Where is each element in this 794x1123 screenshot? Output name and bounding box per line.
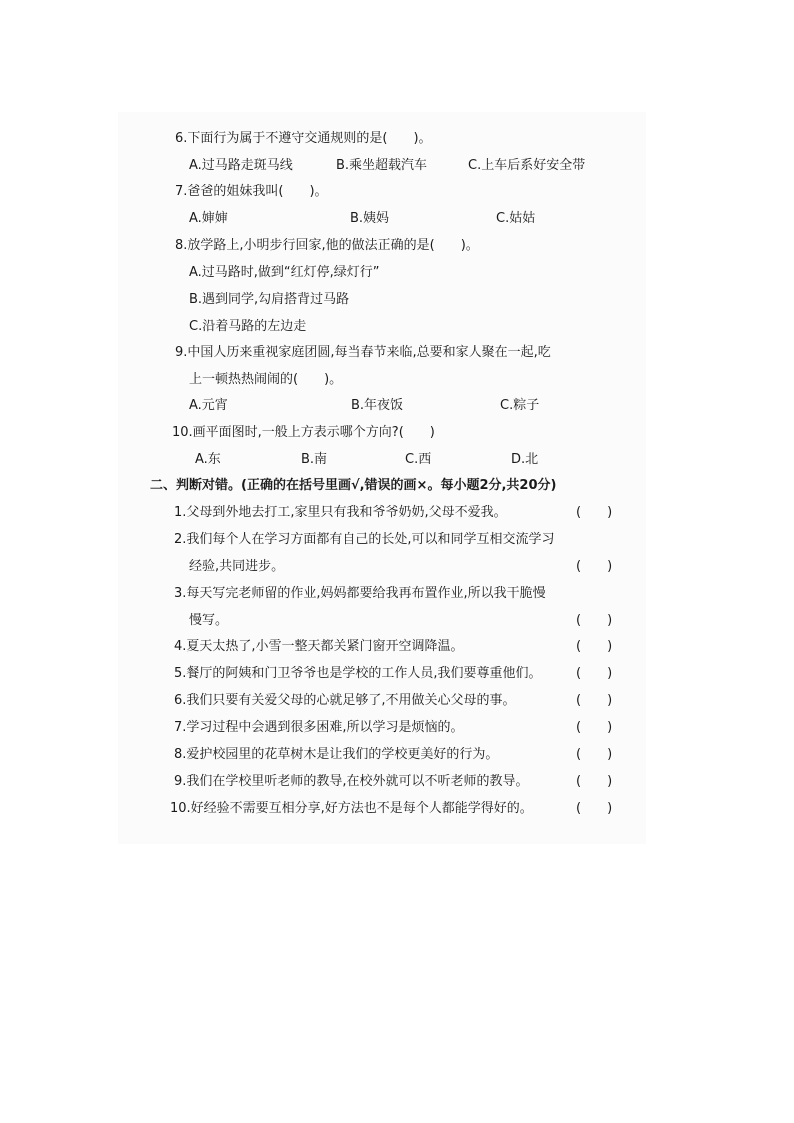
question-10-stem: 10.画平面图时,一般上方表示哪个方向?( ): [172, 425, 435, 440]
judge-item-6: 6.我们只要有关爱父母的心就足够了,不用做关心父母的事。: [174, 693, 516, 708]
judge-answer-blank-10[interactable]: ( ): [576, 801, 613, 816]
judge-answer-blank-2[interactable]: ( ): [576, 559, 613, 574]
question-6-option-a: A.过马路走斑马线: [189, 158, 293, 173]
judge-item-3-line2: 慢写。: [189, 613, 229, 628]
question-10-option-b: B.南: [301, 452, 328, 467]
judge-answer-blank-1[interactable]: ( ): [576, 505, 613, 520]
question-9-option-c: C.粽子: [500, 398, 540, 413]
question-9-option-a: A.元宵: [189, 398, 228, 413]
question-8-option-c: C.沿着马路的左边走: [189, 319, 307, 334]
question-9-option-b: B.年夜饭: [351, 398, 404, 413]
judge-answer-blank-4[interactable]: ( ): [576, 639, 613, 654]
judge-item-3-line1: 3.每天写完老师留的作业,妈妈都要给我再布置作业,所以我干脆慢: [174, 586, 546, 601]
question-9-stem-line1: 9.中国人历来重视家庭团圆,每当春节来临,总要和家人聚在一起,吃: [175, 345, 551, 360]
judge-item-2-line2: 经验,共同进步。: [189, 559, 285, 574]
judge-item-7: 7.学习过程中会遇到很多困难,所以学习是烦恼的。: [174, 720, 464, 735]
question-10-option-a: A.东: [195, 452, 221, 467]
question-8-stem: 8.放学路上,小明步行回家,他的做法正确的是( )。: [175, 238, 479, 253]
judge-item-9: 9.我们在学校里听老师的教导,在校外就可以不听老师的教导。: [174, 774, 529, 789]
judge-item-1: 1.父母到外地去打工,家里只有我和爷爷奶奶,父母不爱我。: [174, 505, 507, 520]
judge-item-5: 5.餐厅的阿姨和门卫爷爷也是学校的工作人员,我们要尊重他们。: [174, 666, 542, 681]
question-10-option-d: D.北: [511, 452, 539, 467]
question-6-stem: 6.下面行为属于不遵守交通规则的是( )。: [175, 131, 432, 146]
judge-answer-blank-5[interactable]: ( ): [576, 666, 613, 681]
judge-item-2-line1: 2.我们每个人在学习方面都有自己的长处,可以和同学互相交流学习: [174, 532, 555, 547]
judge-answer-blank-8[interactable]: ( ): [576, 747, 613, 762]
question-7-option-a: A.婶婶: [189, 211, 228, 226]
question-7-stem: 7.爸爸的姐妹我叫( )。: [175, 184, 328, 199]
question-9-stem-line2: 上一顿热热闹闹的( )。: [189, 372, 343, 387]
question-8-option-b: B.遇到同学,勾肩搭背过马路: [189, 292, 350, 307]
judge-answer-blank-7[interactable]: ( ): [576, 720, 613, 735]
judge-item-10: 10.好经验不需要互相分享,好方法也不是每个人都能学得好的。: [170, 801, 533, 816]
question-7-option-b: B.姨妈: [350, 211, 390, 226]
judge-item-4: 4.夏天太热了,小雪一整天都关紧门窗开空调降温。: [174, 639, 464, 654]
question-10-option-c: C.西: [405, 452, 432, 467]
judge-answer-blank-6[interactable]: ( ): [576, 693, 613, 708]
question-8-option-a: A.过马路时,做到“红灯停,绿灯行”: [189, 265, 380, 280]
question-6-option-b: B.乘坐超载汽车: [336, 158, 428, 173]
judge-answer-blank-3[interactable]: ( ): [576, 613, 613, 628]
section-2-heading: 二、判断对错。(正确的在括号里画√,错误的画×。每小题2分,共20分): [150, 478, 557, 493]
judge-item-8: 8.爱护校园里的花草树木是让我们的学校更美好的行为。: [174, 747, 499, 762]
question-6-option-c: C.上车后系好安全带: [468, 158, 586, 173]
judge-answer-blank-9[interactable]: ( ): [576, 774, 613, 789]
question-7-option-c: C.姑姑: [496, 211, 536, 226]
